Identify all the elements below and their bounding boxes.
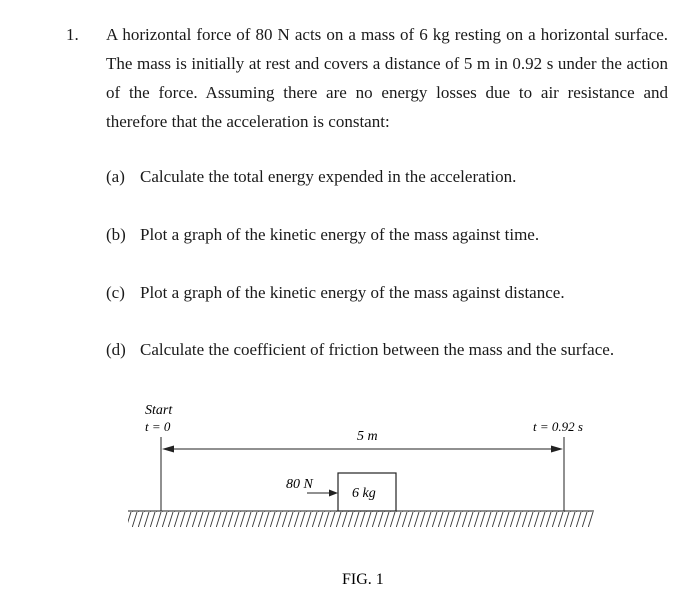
ground-surface <box>128 511 594 527</box>
mass-label: 6 kg <box>352 486 376 501</box>
part-a-text: Calculate the total energy expended in the acceleration. <box>140 167 517 186</box>
end-time-label: t = 0.92 s <box>533 419 583 434</box>
force-label: 80 N <box>286 477 313 492</box>
part-d-text: Calculate the coefficient of friction between the mass and the surface. <box>140 340 615 359</box>
part-c-label: (c) <box>106 283 125 302</box>
distance-label: 5 m <box>357 429 378 444</box>
part-a-label: (a) <box>106 167 125 186</box>
start-time-label: t = 0 <box>145 419 171 434</box>
question-number: 1. <box>66 25 79 44</box>
part-c-text: Plot a graph of the kinetic energy of the mass against distance. <box>140 283 565 302</box>
question-text: A horizontal force of 80 N acts on a mass of 6 kg resting on a horizontal surface. The mass is initially at rest and covers a distance of 5 m in 0.92 s under the action of the force. Assuming there are no energy losses due to air resistance and therefore that the acceleration is constant: <box>106 25 668 131</box>
distance-arrow <box>162 446 563 453</box>
part-b-label: (b) <box>106 225 126 244</box>
start-label: Start <box>145 403 173 418</box>
part-b-text: Plot a graph of the kinetic energy of the mass against time. <box>140 225 540 244</box>
figure-caption: FIG. 1 <box>342 571 384 588</box>
part-d-label: (d) <box>106 340 126 359</box>
